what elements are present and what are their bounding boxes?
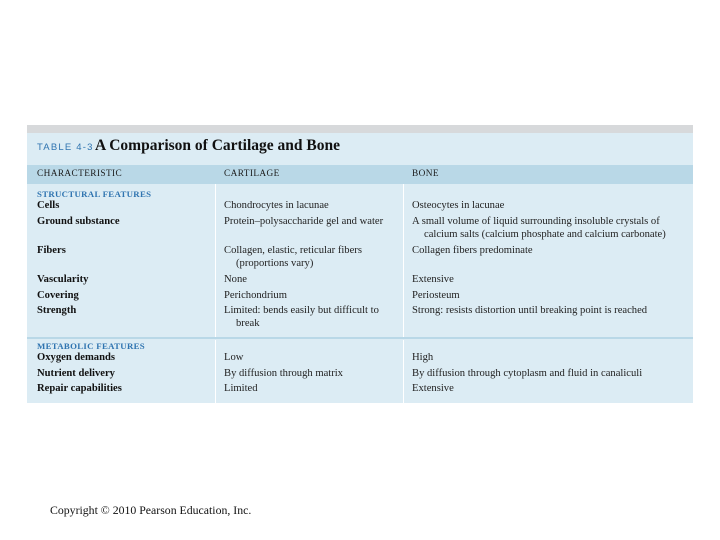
cell-cartilage-continuation: (proportions vary): [236, 257, 314, 269]
row-label-strength: Strength: [37, 305, 77, 316]
cell-cartilage: Perichondrium: [224, 290, 287, 301]
cell-cartilage-line: Limited: bends easily but difficult to: [224, 305, 379, 316]
cell-cartilage: [224, 245, 362, 270]
section-divider: [27, 337, 693, 339]
column-divider: [403, 184, 404, 338]
table-title: A Comparison of Cartilage and Bone: [95, 137, 340, 154]
cell-bone: Collagen fibers predominate: [412, 245, 533, 256]
cell-cartilage-continuation: break: [236, 317, 260, 329]
cell-cartilage: Low: [224, 352, 244, 363]
row-label-ground-substance: Ground substance: [37, 216, 120, 227]
cell-cartilage: Chondrocytes in lacunae: [224, 200, 329, 211]
cell-bone: [412, 216, 666, 241]
cell-cartilage-line: Collagen, elastic, reticular fibers: [224, 245, 362, 256]
cell-bone: Periosteum: [412, 290, 460, 301]
table-number: TABLE 4-3: [37, 142, 94, 153]
column-divider: [215, 340, 216, 403]
cell-cartilage: None: [224, 274, 247, 285]
row-label-fibers: Fibers: [37, 245, 66, 256]
comparison-table: [27, 133, 693, 403]
cell-cartilage: By diffusion through matrix: [224, 368, 343, 379]
table-title-row: [27, 133, 693, 164]
cell-bone: Extensive: [412, 274, 454, 285]
header-bone: BONE: [412, 169, 439, 179]
header-characteristic: CHARACTERISTIC: [37, 169, 123, 179]
cell-bone: Strong: resists distortion until breaking point is reached: [412, 305, 648, 316]
cell-bone: Osteocytes in lacunae: [412, 200, 505, 211]
cell-bone: High: [412, 352, 434, 363]
row-label-repair-capabilities: Repair capabilities: [37, 383, 122, 394]
cell-bone: Extensive: [412, 383, 454, 394]
cell-bone-line: A small volume of liquid surrounding insoluble crystals of: [412, 216, 660, 227]
section-metabolic-features: METABOLIC FEATURES: [37, 341, 145, 351]
cell-bone-continuation: calcium salts (calcium phosphate and calcium carbonate): [424, 228, 666, 240]
cell-cartilage: Protein–polysaccharide gel and water: [224, 216, 384, 227]
table-top-bar: [27, 125, 693, 133]
column-divider: [215, 184, 216, 338]
row-label-covering: Covering: [37, 290, 79, 301]
header-cartilage: CARTILAGE: [224, 169, 280, 179]
row-label-oxygen-demands: Oxygen demands: [37, 352, 115, 363]
row-label-nutrient-delivery: Nutrient delivery: [37, 368, 115, 379]
column-divider: [403, 340, 404, 403]
section-structural-features: STRUCTURAL FEATURES: [37, 189, 152, 199]
cell-cartilage: [224, 305, 379, 330]
cell-bone: By diffusion through cytoplasm and fluid in canaliculi: [412, 368, 643, 379]
copyright-notice: Copyright © 2010 Pearson Education, Inc.: [50, 503, 252, 517]
table-header-row: [27, 165, 693, 184]
cell-cartilage: Limited: [224, 383, 258, 394]
row-label-cells: Cells: [37, 200, 60, 211]
row-label-vascularity: Vascularity: [37, 274, 89, 285]
